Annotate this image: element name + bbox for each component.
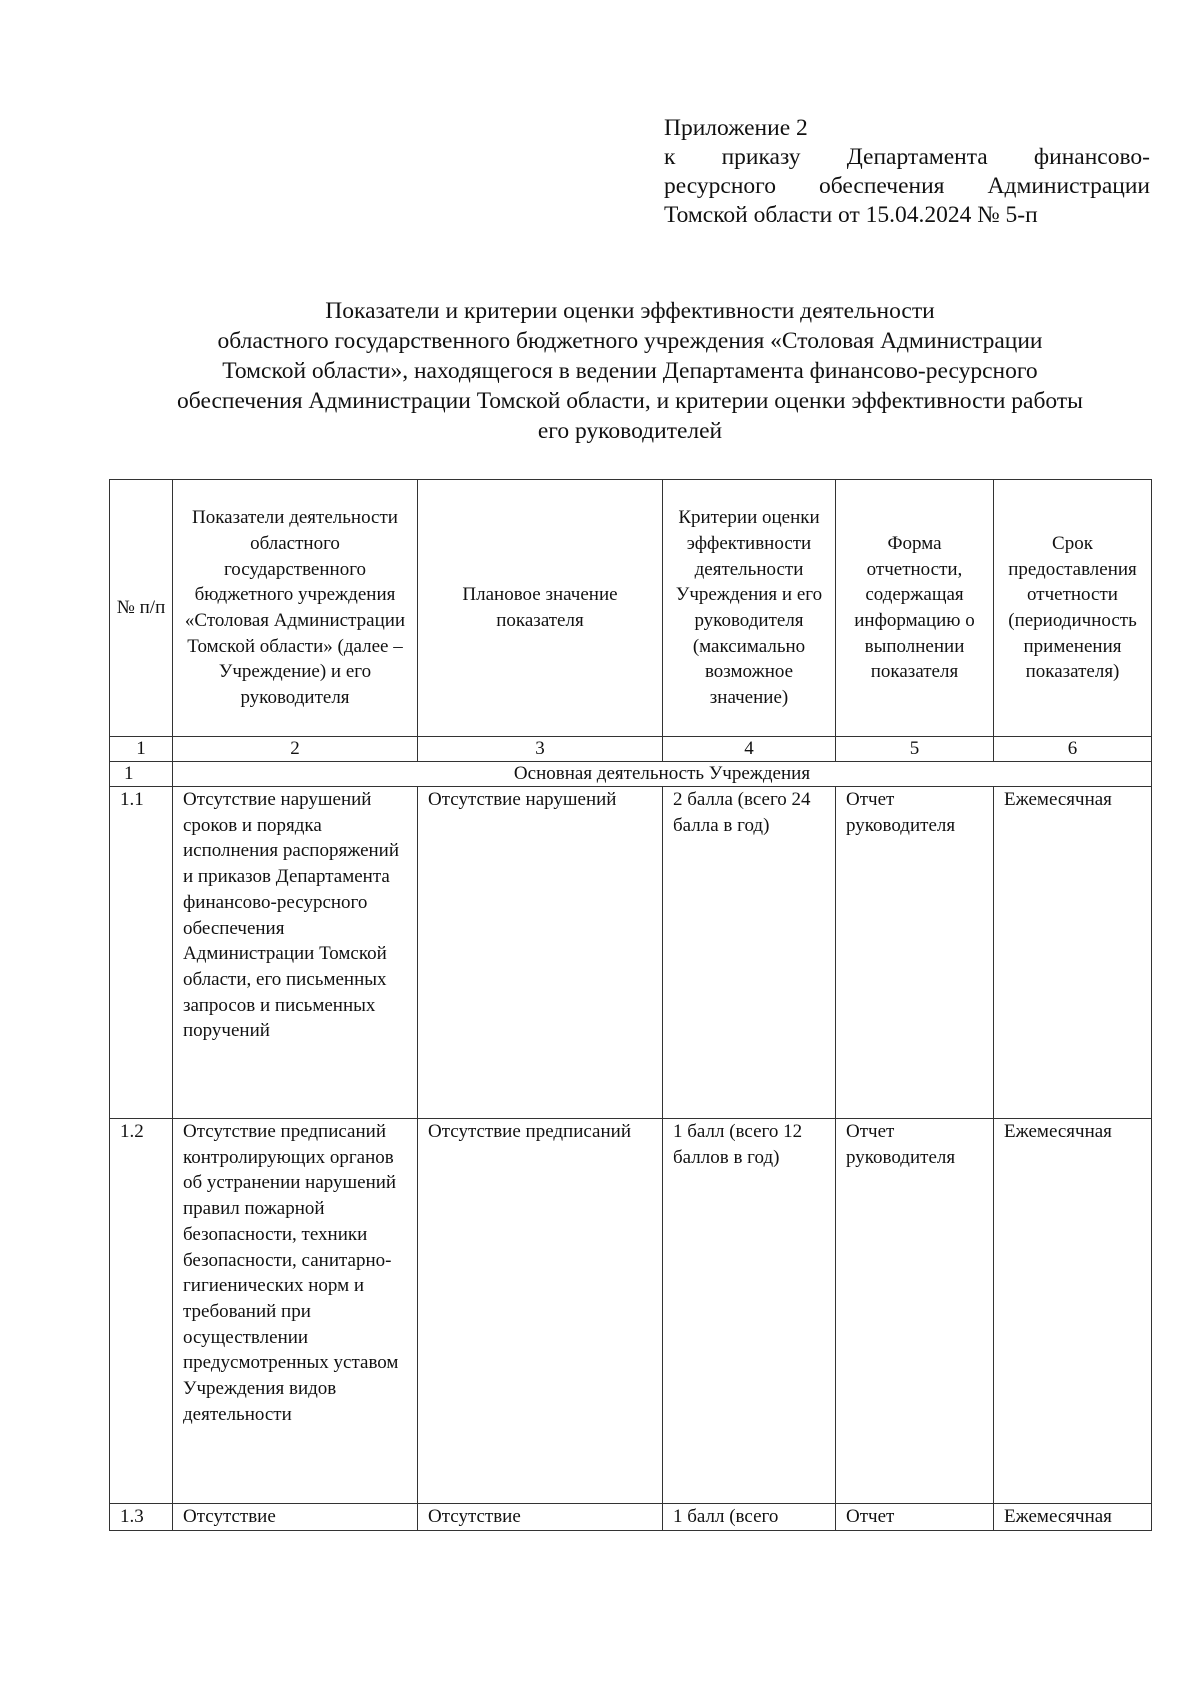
appendix-order-line: ресурсного обеспечения Администрации <box>664 173 1150 199</box>
title-line: областного государственного бюджетного учреждения «Столовая Администрации <box>217 328 1043 354</box>
header-plan-value: Плановое значение показателя <box>418 480 663 737</box>
row-plan-value: Отсутствие предписаний <box>418 1119 663 1504</box>
section-number: 1 <box>110 762 173 787</box>
title-line: обеспечения Администрации Томской области, и критерии оценки эффективности работы <box>177 388 1083 414</box>
table-row <box>110 1119 1152 1504</box>
title-line: Показатели и критерии оценки эффективности деятельности <box>325 298 935 324</box>
row-report-form: Отчет <box>836 1504 994 1531</box>
row-criteria: 1 балл (всего <box>663 1504 836 1531</box>
row-period: Ежемесячная <box>994 787 1152 1119</box>
column-number: 3 <box>418 737 663 762</box>
title-line: Томской области», находящегося в ведении Департамента финансово-ресурсного <box>222 358 1038 384</box>
appendix-title: Приложение 2 <box>664 115 808 141</box>
row-number: 1.3 <box>110 1504 173 1531</box>
section-title: Основная деятельность Учреждения <box>173 762 1152 787</box>
row-plan-value: Отсутствие нарушений <box>418 787 663 1119</box>
header-criteria: Критерии оценки эффективности деятельности Учреждения и его руководителя (максимально возможное значение) <box>663 480 836 737</box>
header-deadline: Срок предоставления отчетности (периодичность применения показателя) <box>994 480 1152 737</box>
column-number: 1 <box>110 737 173 762</box>
column-number: 6 <box>994 737 1152 762</box>
header-report-form: Форма отчетности, содержащая информацию о выполнении показателя <box>836 480 994 737</box>
header-number: № п/п <box>110 480 173 737</box>
document-title <box>110 296 1150 446</box>
row-plan-value: Отсутствие <box>418 1504 663 1531</box>
row-report-form: Отчет руководителя <box>836 1119 994 1504</box>
row-report-form: Отчет руководителя <box>836 787 994 1119</box>
column-number-row <box>110 737 1152 762</box>
header-indicator: Показатели деятельности областного государственного бюджетного учреждения «Столовая Администрации Томской области» (далее – Учреждение) и его руководителя <box>173 480 418 737</box>
row-criteria: 2 балла (всего 24 балла в год) <box>663 787 836 1119</box>
row-criteria: 1 балл (всего 12 баллов в год) <box>663 1119 836 1504</box>
appendix-order-date: Томской области от 15.04.2024 № 5-п <box>664 202 1038 228</box>
table-row <box>110 1504 1152 1531</box>
section-row <box>110 762 1152 787</box>
row-indicator: Отсутствие <box>173 1504 418 1531</box>
appendix-order-line: к приказу Департамента финансово- <box>664 144 1150 170</box>
row-period: Ежемесячная <box>994 1504 1152 1531</box>
column-number: 5 <box>836 737 994 762</box>
title-line: его руководителей <box>537 418 723 444</box>
indicators-table <box>109 479 1152 1531</box>
column-number: 2 <box>173 737 418 762</box>
row-indicator: Отсутствие предписаний контролирующих органов об устранении нарушений правил пожарной безопасности, техники безопасности, санитарно-гигиенических норм и требований при осуществлении предусмотренных уставом Учреждения видов деятельности <box>173 1119 418 1504</box>
column-number: 4 <box>663 737 836 762</box>
row-indicator: Отсутствие нарушений сроков и порядка исполнения распоряжений и приказов Департамента финансово-ресурсного обеспечения Администрации Томской области, его письменных запросов и письменных поручений <box>173 787 418 1119</box>
appendix-header <box>664 114 1150 230</box>
row-period: Ежемесячная <box>994 1119 1152 1504</box>
table-header-row <box>110 480 1152 737</box>
row-number: 1.1 <box>110 787 173 1119</box>
table-row <box>110 787 1152 1119</box>
row-number: 1.2 <box>110 1119 173 1504</box>
